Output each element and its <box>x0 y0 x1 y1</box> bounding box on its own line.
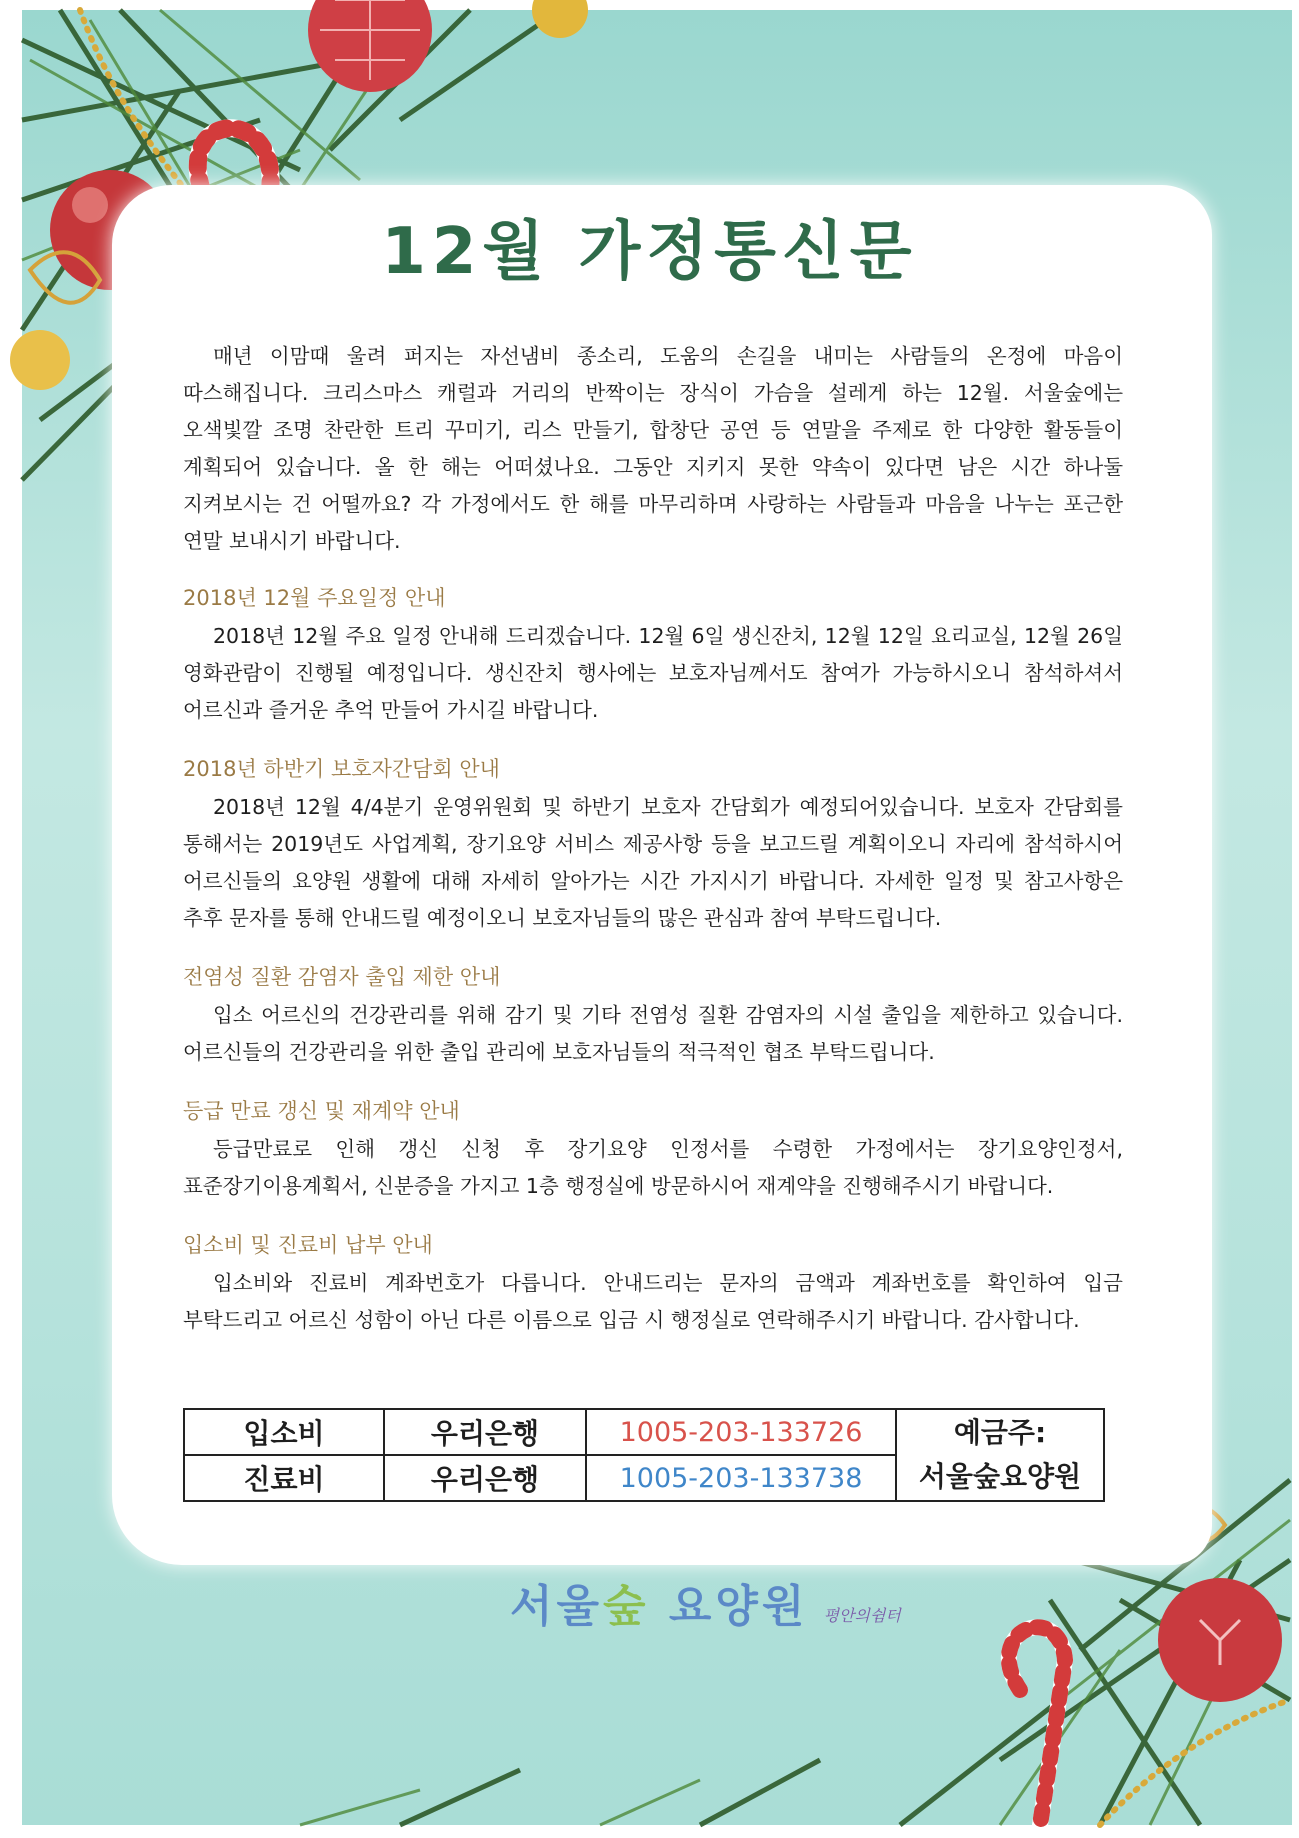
facility-name-part3: 요양원 <box>649 1581 809 1632</box>
account-holder-label: 예금주: <box>953 1416 1047 1449</box>
footer-logo <box>510 1570 901 1634</box>
account-number-cell: 1005-203-133738 <box>586 1455 896 1501</box>
section-body-renewal: 등급만료로 인해 갱신 신청 후 장기요양 인정서를 수령한 가정에서는 장기요양인정서, 표준장기이용계획서, 신분증을 가지고 1층 행정실에 방문하시어 재계약을 진행해주시기 바랍니다. <box>183 1137 1123 1198</box>
facility-name-part2: 숲 <box>603 1581 650 1632</box>
newsletter-body <box>183 338 1123 1339</box>
bank-cell: 우리은행 <box>384 1455 586 1501</box>
table-row <box>184 1409 1104 1455</box>
page-title: 12월 가정통신문 <box>381 215 918 289</box>
payment-account-table <box>183 1408 1105 1502</box>
gold-ornament-icon <box>532 0 588 38</box>
section-heading-renewal: 등급 만료 갱신 및 재계약 안내 <box>183 1099 460 1123</box>
facility-name <box>510 1581 808 1632</box>
section-heading-payment: 입소비 및 진료비 납부 안내 <box>183 1233 433 1257</box>
account-holder-name: 서울숲요양원 <box>918 1460 1082 1493</box>
section-body-schedule: 2018년 12월 주요 일정 안내해 드리겠습니다. 12월 6일 생신잔치, 12월 12일 요리교실, 12월 26일 영화관람이 진행될 예정입니다. 생신잔치 행사에는 보호자님께서도 참여가 가능하시오니 참석하셔서 어르신과 즐거운 추억 만들어 가시길 바랍니다. <box>183 624 1123 722</box>
account-holder-cell <box>896 1409 1104 1501</box>
bank-cell: 우리은행 <box>384 1409 586 1455</box>
intro-paragraph: 매년 이맘때 울려 퍼지는 자선냄비 종소리, 도움의 손길을 내미는 사람들의 온정에 마음이 따스해집니다. 크리스마스 캐럴과 거리의 반짝이는 장식이 가슴을 설레게 하는 12월. 서울숲에는 오색빛깔 조명 찬란한 트리 꾸미기, 리스 만들기, 합창단 공연 등 연말을 주제로 한 다양한 활동들이 계획되어 있습니다. 올 한 해는 어떠셨나요. 그동안 지키지 못한 약속이 있다면 남은 시간 하나둘 지켜보시는 건 어떨까요? 각 가정에서도 한 해를 마무리하며 사랑하는 사람들과 마음을 나누는 포근한 연말 보내시기 바랍니다. <box>183 344 1123 553</box>
section-heading-schedule: 2018년 12월 주요일정 안내 <box>183 586 446 610</box>
fee-type-cell: 진료비 <box>184 1455 384 1501</box>
facility-name-part1: 서울 <box>510 1581 604 1632</box>
section-heading-infection-control: 전염성 질환 감염자 출입 제한 안내 <box>183 965 501 989</box>
section-body-payment: 입소비와 진료비 계좌번호가 다릅니다. 안내드리는 문자의 금액과 계좌번호를 확인하여 입금 부탁드리고 어르신 성함이 아닌 다른 이름으로 입금 시 행정실로 연락해주시기 바랍니다. 감사합니다. <box>183 1271 1123 1332</box>
account-number-cell: 1005-203-133726 <box>586 1409 896 1455</box>
section-body-infection-control: 입소 어르신의 건강관리를 위해 감기 및 기타 전염성 질환 감염자의 시설 출입을 제한하고 있습니다. 어르신들의 건강관리을 위한 출입 관리에 보호자님들의 적극적인 협조 부탁드립니다. <box>183 1003 1123 1064</box>
section-heading-guardian-meeting: 2018년 하반기 보호자간담회 안내 <box>183 757 500 781</box>
fee-type-cell: 입소비 <box>184 1409 384 1455</box>
section-body-guardian-meeting: 2018년 12월 4/4분기 운영위원회 및 하반기 보호자 간담회가 예정되어있습니다. 보호자 간담회를 통해서는 2019년도 사업계획, 장기요양 서비스 제공사항 등을 보고드릴 계획이오니 자리에 참석하시어 어르신들의 요양원 생활에 대해 자세히 알아가는 시간 가지시기 바랍니다. 자세한 일정 및 참고사항은 추후 문자를 통해 안내드릴 예정이오니 보호자님들의 많은 관심과 참여 부탁드립니다. <box>183 795 1123 930</box>
facility-slogan: 평안의쉼터 <box>823 1606 901 1625</box>
